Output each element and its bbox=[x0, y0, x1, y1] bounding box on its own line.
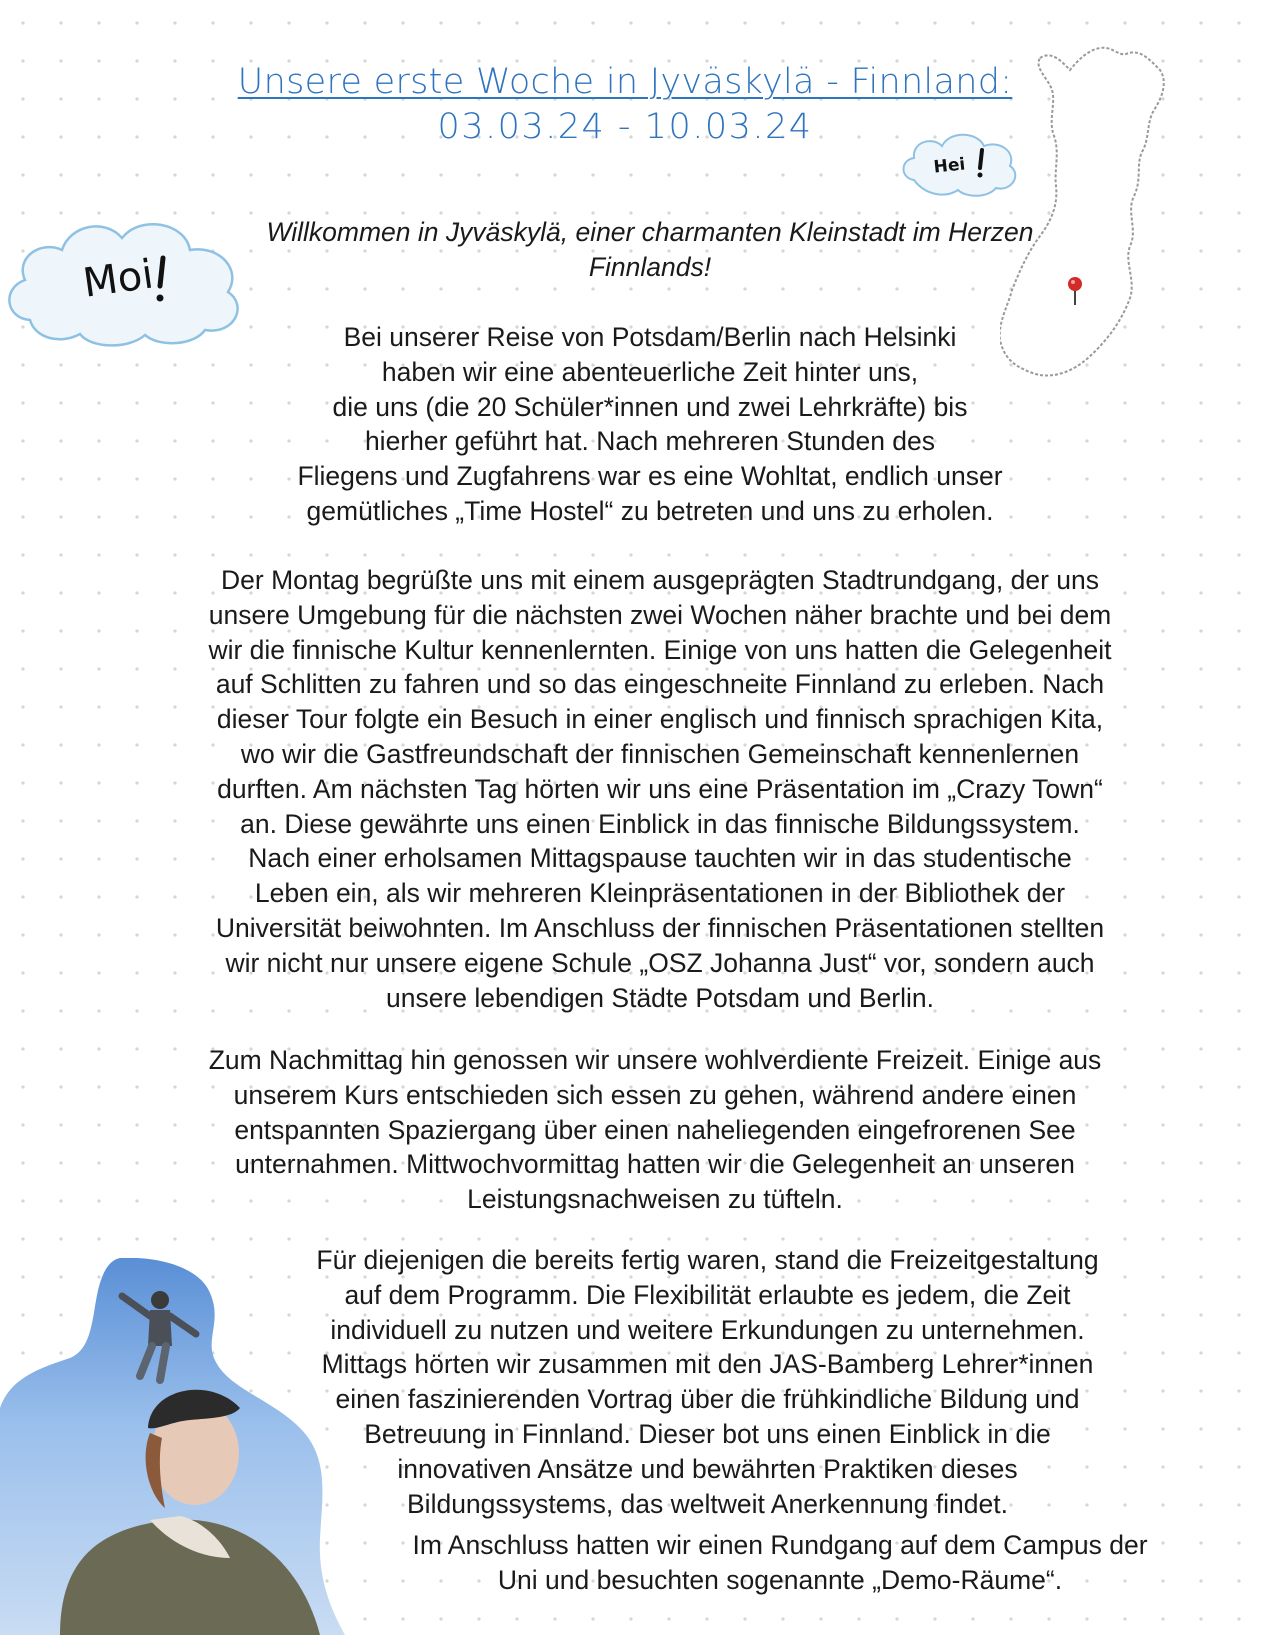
paragraph-travel: Bei unserer Reise von Potsdam/Berlin nach Helsinki haben wir eine abenteuerliche Zeit hinter uns, die uns (die 20 Schüler*innen und zwei Lehrkräfte) bis hierher geführt hat. Nach mehreren Stunden des Fliegens und Zugfahrens war es eine Wohltat, endlich unser gemütliches „Time Hostel“ zu betreten und uns zu erholen. bbox=[297, 322, 1003, 526]
title-line-1: Unsere erste Woche in Jyväskylä - Finnland: bbox=[237, 62, 1013, 102]
paragraph-free-time: Für diejenigen die bereits fertig waren, stand die Freizeitgestaltung auf dem Programm. Die Flexibilität erlaubte es jedem, die Zeit individuell zu nutzen und weitere Erkundungen zu unternehmen. Mittags hörten wir zusammen mit den JAS-Bamberg Lehrer*innen einen faszinierenden Vortrag über die frühkindliche Bildung und Betreuung in Finnland. Dieser bot uns einen Einblick in die innovativen Ansätze und bewährten Praktiken dieses Bildungssystems, das weltweit Anerkennung findet. bbox=[316, 1245, 1099, 1519]
snow-photo-icon bbox=[0, 1258, 345, 1635]
moi-text: Moi bbox=[80, 251, 157, 307]
title-dates: 03.03.24 - 10.03.24 bbox=[437, 107, 813, 147]
paragraph-monday: Der Montag begrüßte uns mit einem ausgeprägten Stadtrundgang, der uns unsere Umgebung für die nächsten zwei Wochen näher brachte und bei dem wir die finnische Kultur kennenlernten. Einige von uns hatten die Gelegenheit auf Schlitten zu fahren und so das eingeschneite Finnland zu erleben. Nach dieser Tour folgte ein Besuch in einer englisch und finnisch sprachigen Kita, wo wir die Gastfreundschaft der finnischen Gemeinschaft kennenlernen durften. Am nächsten Tag hörten wir uns eine Präsentation im „Crazy Town“ an. Diese gewährte uns einen Einblick in das finnische Bildungssystem. Nach einer erholsamen Mittagspause tauchten wir in das studentische Leben ein, als wir mehreren Kleinpräsentationen in der Bibliothek der Universität beiwohnten. Im Anschluss der finnischen Präsentationen stellten wir nicht nur unsere eigene Schule „OSZ Johanna Just“ vor, sondern auch unsere lebendigen Städte Potsdam und Berlin. bbox=[208, 565, 1112, 1013]
hei-text: Hei bbox=[932, 154, 967, 178]
paragraph-campus: Im Anschluss hatten wir einen Rundgang auf dem Campus der Uni und besuchten sogenannte „Demo-Räume“. bbox=[412, 1530, 1148, 1595]
paragraph-afternoon: Zum Nachmittag hin genossen wir unsere wohlverdiente Freizeit. Einige aus unserem Kurs entschieden sich essen zu gehen, während andere einen entspannten Spaziergang über einen naheliegenden eingefrorenen See unternahmen. Mittwochvormittag hatten wir die Gelegenheit an unseren Leistungsnachweisen zu tüfteln. bbox=[208, 1045, 1102, 1215]
intro-paragraph: Willkommen in Jyväskylä, einer charmanten Kleinstadt im Herzen Finnlands! bbox=[266, 217, 1034, 282]
